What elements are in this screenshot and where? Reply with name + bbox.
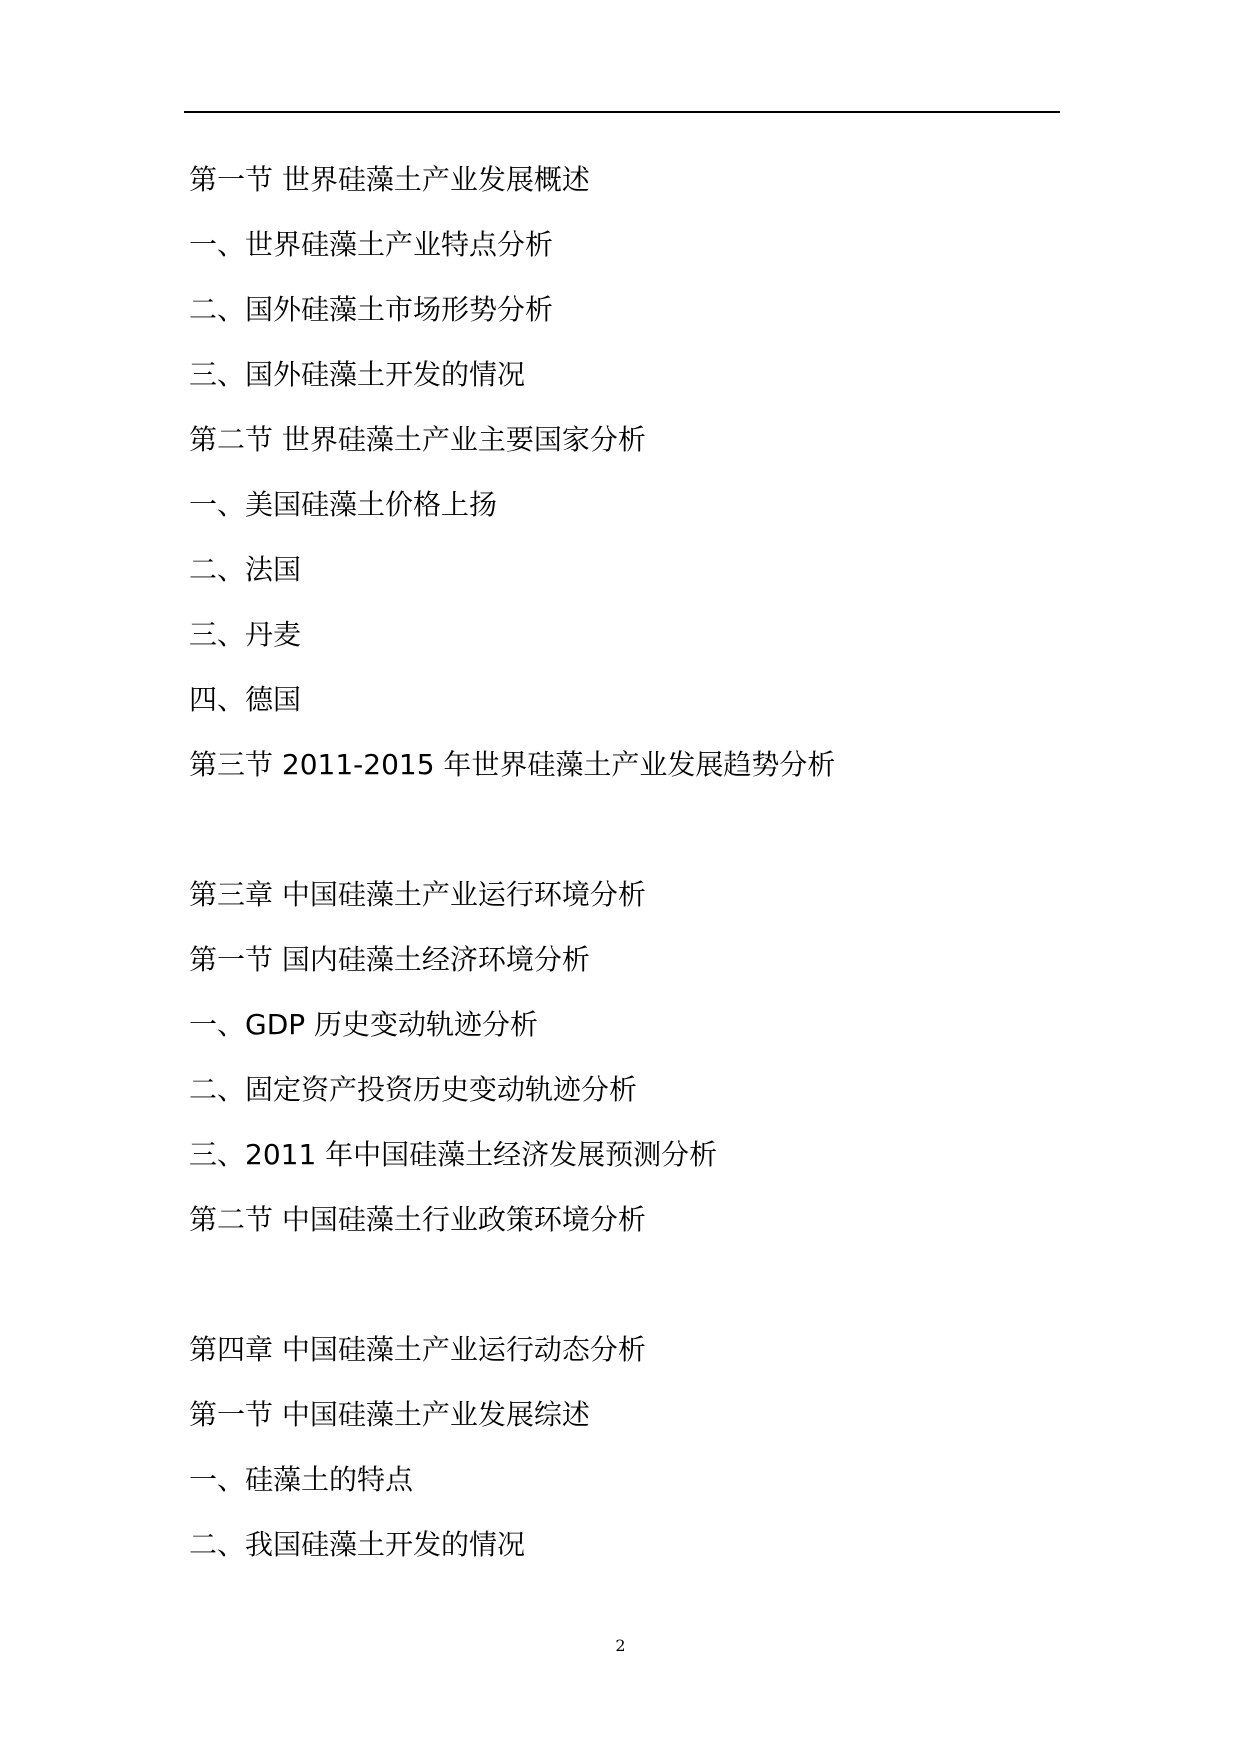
toc-item-3-1-3: 三、2011 年中国硅藻土经济发展预测分析: [189, 1138, 718, 1171]
toc-item-1-1-1: 一、世界硅藻土产业特点分析: [189, 228, 554, 261]
toc-item-1-1-2: 二、国外硅藻土市场形势分析: [189, 293, 554, 326]
toc-item-4-1-1: 一、硅藻土的特点: [189, 1463, 414, 1496]
toc-item-4-1-2: 二、我国硅藻土开发的情况: [189, 1528, 526, 1561]
toc-section-3-1: 第一节 国内硅藻土经济环境分析: [189, 943, 590, 976]
toc-item-3-1-2: 二、固定资产投资历史变动轨迹分析: [189, 1073, 638, 1106]
toc-section-1-2: 第二节 世界硅藻土产业主要国家分析: [189, 423, 646, 456]
toc-item-3-1-1: 一、GDP 历史变动轨迹分析: [189, 1008, 539, 1041]
toc-chapter-4: 第四章 中国硅藻土产业运行动态分析: [189, 1333, 646, 1366]
page-number: 2: [615, 1636, 626, 1655]
toc-item-1-1-3: 三、国外硅藻土开发的情况: [189, 358, 526, 391]
toc-item-1-2-2: 二、法国: [189, 553, 302, 586]
toc-item-1-2-1: 一、美国硅藻土价格上扬: [189, 488, 498, 521]
toc-section-1-1: 第一节 世界硅藻土产业发展概述: [189, 163, 590, 196]
toc-section-3-2: 第二节 中国硅藻土行业政策环境分析: [189, 1203, 646, 1236]
toc-chapter-3: 第三章 中国硅藻土产业运行环境分析: [189, 878, 646, 911]
toc-item-1-2-4: 四、德国: [189, 683, 302, 716]
toc-section-1-3: 第三节 2011-2015 年世界硅藻土产业发展趋势分析: [189, 748, 836, 781]
toc-item-1-2-3: 三、丹麦: [189, 618, 302, 651]
header-rule: [184, 111, 1060, 113]
toc-section-4-1: 第一节 中国硅藻土产业发展综述: [189, 1398, 590, 1431]
